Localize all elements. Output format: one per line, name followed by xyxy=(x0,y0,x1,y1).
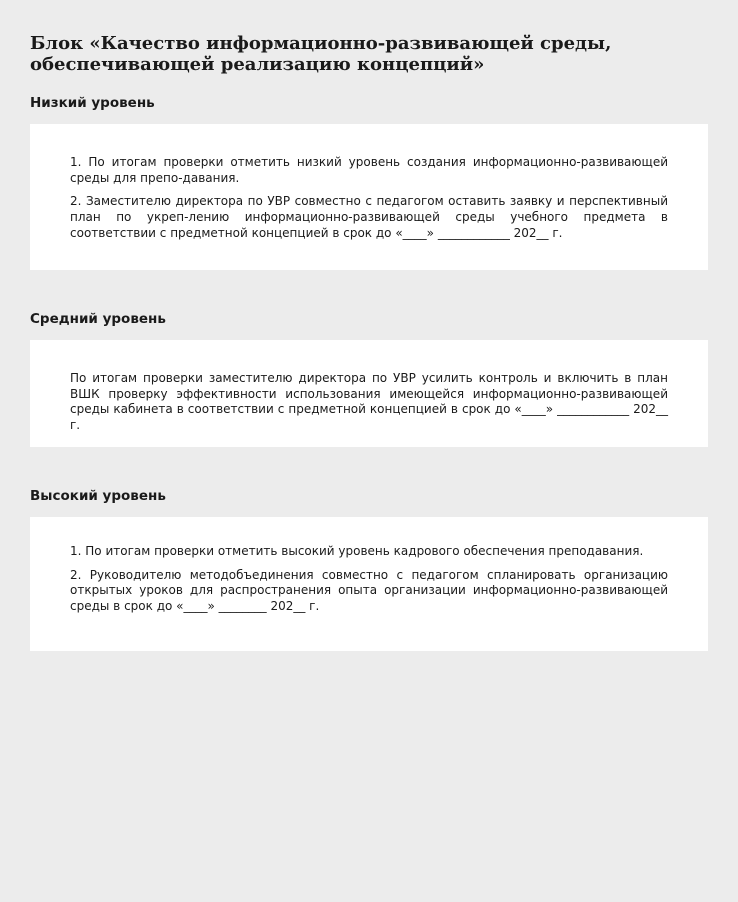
card-medium-level xyxy=(30,340,708,447)
page-title: Блок «Качество информационно-развивающей среды, обеспечивающей реализацию концепций» xyxy=(30,33,612,75)
heading-low-level: Низкий уровень xyxy=(30,95,155,111)
heading-high-level: Высокий уровень xyxy=(30,488,166,504)
card-low-level xyxy=(30,124,708,270)
low-level-item-2: 2. Заместителю директора по УВР совместно с педагогом оставить заявку и перспективный план по укреп-лению информационно-развивающей среды учебного предмета в соответствии с предметной концепцией в срок до «____» ____________ 202__ г. xyxy=(70,194,668,240)
card-high-level xyxy=(30,517,708,651)
high-level-item-1: 1. По итогам проверки отметить высокий уровень кадрового обеспечения преподавания. xyxy=(70,544,644,558)
low-level-item-1: 1. По итогам проверки отметить низкий уровень создания информационно-развивающей среды для препо-давания. xyxy=(70,155,668,185)
high-level-item-2: 2. Руководителю методобъединения совместно с педагогом спланировать организацию открытых уроков для распространения опыта организации информационно-развивающей среды в срок до «____» ________ 202__ г. xyxy=(70,567,668,614)
heading-medium-level: Средний уровень xyxy=(30,311,166,327)
medium-level-text: По итогам проверки заместителю директора по УВР усилить контроль и включить в план ВШК проверку эффективности использования имеющейся информационно-развивающей среды кабинета в соответствии с предметной концепцией в срок до «____» ____________ 202__ г. xyxy=(70,371,668,433)
